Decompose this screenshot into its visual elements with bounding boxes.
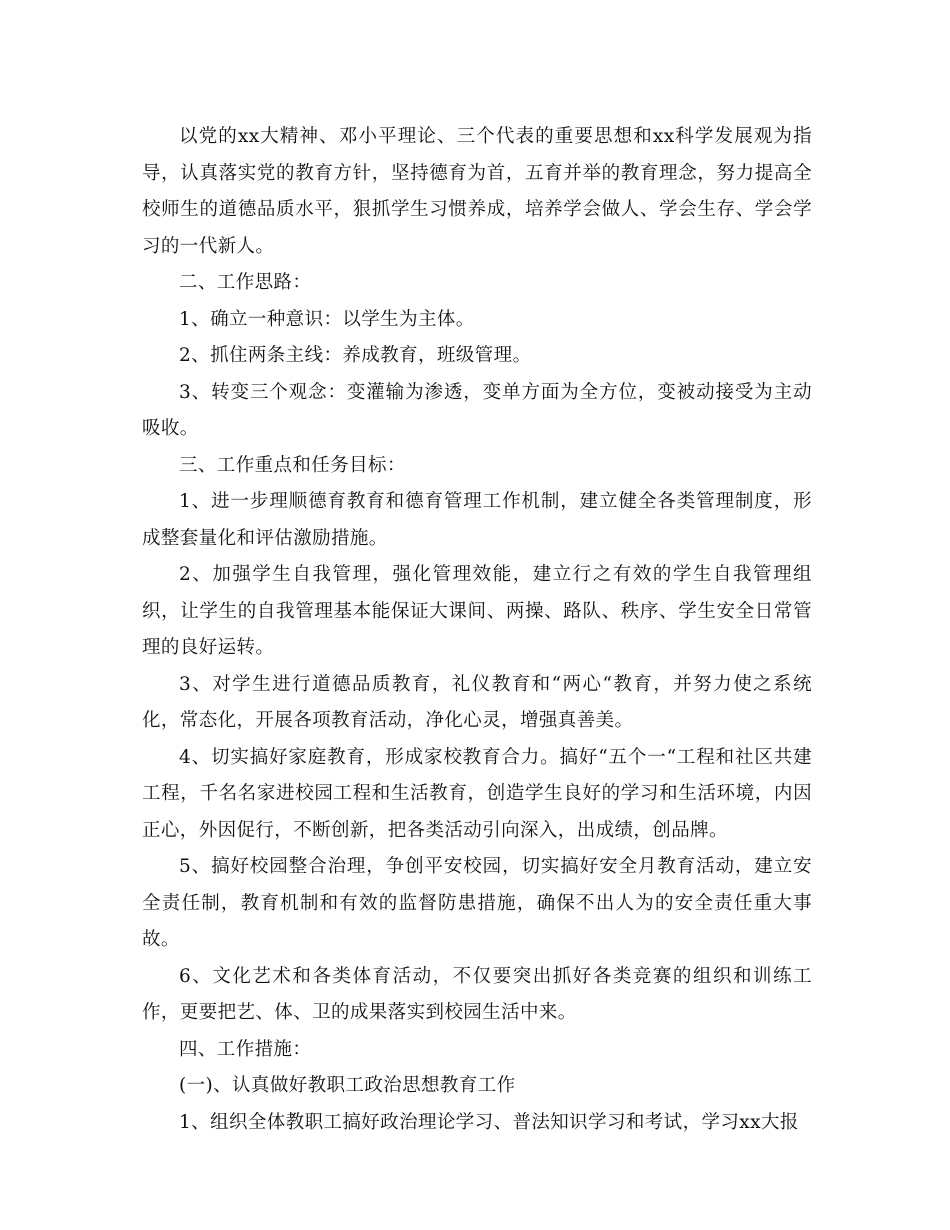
paragraph-measure-1: 1、组织全体教职工搞好政治理论学习、普法知识学习和考试，学习xx大报 (179, 1111, 799, 1133)
heading-key-tasks: 三、工作重点和任务目标： (179, 454, 406, 476)
paragraph-task-4: 4、切实搞好家庭教育，形成家校教育合力。搞好“五个一“工程和社区共建工程，千名名家进校园工程和生活教育，创造学生良好的学习和生活环境，内因正心，外因促行，不断创新，把各类活动引向深入，出成绩，创品牌。 (142, 746, 812, 841)
paragraph-task-1: 1、进一步理顺德育教育和德育管理工作机制，建立健全各类管理制度，形成整套量化和评估激励措施。 (142, 491, 812, 549)
document-body (142, 119, 812, 1141)
subheading-staff-education: (一)、认真做好教职工政治思想教育工作 (179, 1075, 516, 1096)
paragraph-task-2: 2、加强学生自我管理，强化管理效能，建立行之有效的学生自我管理组织，让学生的自我管理基本能保证大课间、两操、路队、秩序、学生安全日常管理的良好运转。 (142, 564, 812, 658)
paragraph-task-6: 6、文化艺术和各类体育活动，不仅要突出抓好各类竞赛的组织和训练工作，更要把艺、体、卫的成果落实到校园生活中来。 (142, 965, 812, 1023)
paragraph-approach-1: 1、确立一种意识：以学生为主体。 (179, 308, 475, 330)
heading-work-measures: 四、工作措施： (179, 1038, 312, 1060)
paragraph-task-3: 3、对学生进行道德品质教育，礼仪教育和“两心“教育，并努力使之系统化，常态化，开展各项教育活动，净化心灵，增强真善美。 (142, 673, 812, 731)
heading-work-approach: 二、工作思路： (179, 272, 312, 293)
paragraph-approach-3: 3、转变三个观念：变灌输为渗透，变单方面为全方位，变被动接受为主动吸收。 (142, 381, 812, 439)
paragraph-task-5: 5、搞好校园整合治理，争创平安校园，切实搞好安全月教育活动，建立安全责任制，教育机制和有效的监督防患措施，确保不出人为的安全责任重大事故。 (142, 856, 812, 950)
paragraph-guiding-ideology: 以党的xx大精神、邓小平理论、三个代表的重要思想和xx科学发展观为指导，认真落实党的教育方针，坚持德育为首，五育并举的教育理念，努力提高全校师生的道德品质水平，狠抓学生习惯养成，培养学会做人、学会生存、学会学习的一代新人。 (142, 126, 812, 257)
paragraph-approach-2: 2、抓住两条主线：养成教育，班级管理。 (179, 345, 532, 366)
